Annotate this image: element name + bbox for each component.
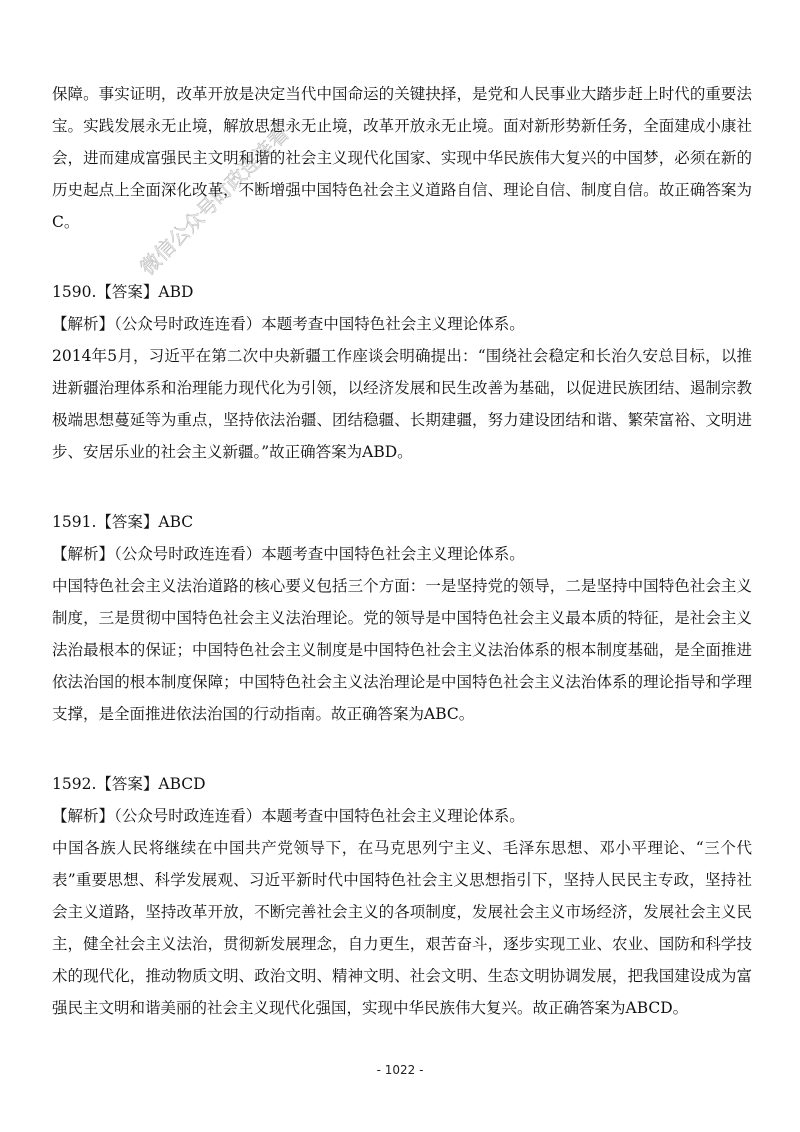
analysis-body: 中国特色社会主义法治道路的核心要义包括三个方面：一是坚持党的领导，二是坚持中国特色社会主义制度，三是贯彻中国特色社会主义法治理论。党的领导是中国特色社会主义最本质的特征，是社会主义法治最根本的保证；中国特色社会主义制度是中国特色社会主义法治体系的根本制度基础，是全面推进依法治国的根本制度保障；中国特色社会主义法治理论是中国特色社会主义法治体系的理论指导和学理支撑，是全面推进依法治国的行动指南。故正确答案为ABC。 bbox=[52, 577, 752, 723]
analysis-heading: 【解析】（公众号时政连连看）本题考查中国特色社会主义理论体系。 bbox=[52, 315, 525, 333]
intro-block bbox=[52, 78, 752, 238]
answer-line: 1592.【答案】ABCD bbox=[52, 775, 206, 793]
question-block-1590 bbox=[52, 276, 752, 468]
intro-paragraph: 保障。事实证明，改革开放是决定当代中国命运的关键抉择，是党和人民事业大踏步赶上时代的重要法宝。实践发展永无止境，解放思想永无止境，改革开放永无止境。面对新形势新任务，全面建成小康社会，进而建成富强民主文明和谐的社会主义现代化国家、实现中华民族伟大复兴的中国梦，必须在新的历史起点上全面深化改革，不断增强中国特色社会主义道路自信、理论自信、制度自信。故正确答案为C。 bbox=[52, 85, 752, 231]
answer-line: 1590.【答案】ABD bbox=[52, 283, 194, 301]
watermark-text: 微信公众号时政连连看 bbox=[135, 121, 294, 280]
analysis-body: 中国各族人民将继续在中国共产党领导下，在马克思列宁主义、毛泽东思想、邓小平理论、“三个代表”重要思想、科学发展观、习近平新时代中国特色社会主义思想指引下，坚持人民民主专政，坚持社会主义道路，坚持改革开放，不断完善社会主义的各项制度，发展社会主义市场经济，发展社会主义民主，健全社会主义法治，贯彻新发展理念，自力更生，艰苦奋斗，逐步实现工业、农业、国防和科学技术的现代化，推动物质文明、政治文明、精神文明、社会文明、生态文明协调发展，把我国建设成为富强民主文明和谐美丽的社会主义现代化强国，实现中华民族伟大复兴。故正确答案为ABCD。 bbox=[52, 839, 752, 1017]
analysis-heading: 【解析】（公众号时政连连看）本题考查中国特色社会主义理论体系。 bbox=[52, 807, 525, 825]
page-number: - 1022 - bbox=[376, 1063, 424, 1077]
question-block-1592 bbox=[52, 768, 752, 1024]
question-block-1591 bbox=[52, 506, 752, 730]
document-page bbox=[52, 78, 752, 1024]
answer-line: 1591.【答案】ABC bbox=[52, 513, 194, 531]
analysis-body: 2014年5月，习近平在第二次中央新疆工作座谈会明确提出：“围绕社会稳定和长治久安总目标，以推进新疆治理体系和治理能力现代化为引领，以经济发展和民生改善为基础，以促进民族团结、遏制宗教极端思想蔓延等为重点，坚持依法治疆、团结稳疆、长期建疆，努力建设团结和谐、繁荣富裕、文明进步、安居乐业的社会主义新疆。”故正确答案为ABD。 bbox=[52, 347, 752, 461]
analysis-heading: 【解析】（公众号时政连连看）本题考查中国特色社会主义理论体系。 bbox=[52, 545, 525, 563]
